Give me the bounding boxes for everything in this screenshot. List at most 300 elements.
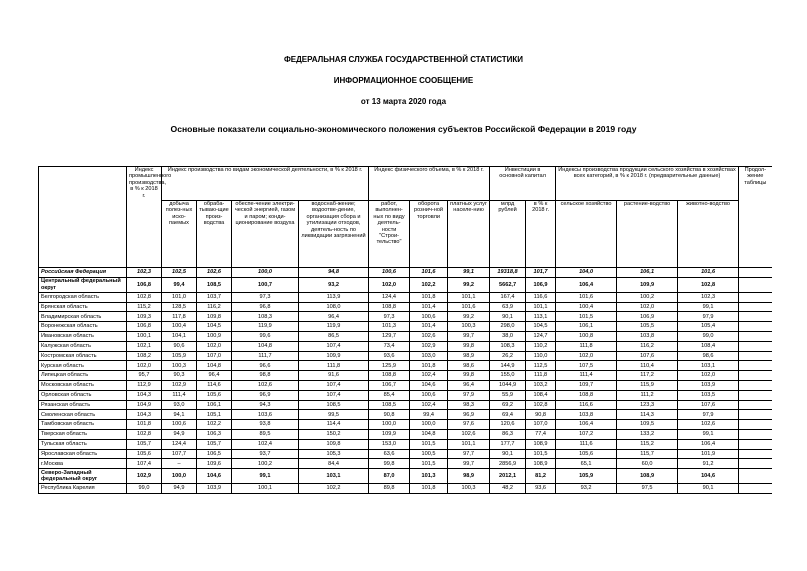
region-name: Ивановская область — [39, 331, 127, 341]
value-cell: 63,9 — [490, 302, 526, 312]
value-cell: 100,4 — [556, 302, 617, 312]
table-row — [39, 268, 772, 278]
value-cell: 107,5 — [556, 361, 617, 371]
continuation-cell — [739, 341, 772, 351]
value-cell: 100,7 — [232, 277, 299, 292]
value-cell: 107,0 — [197, 351, 232, 361]
value-cell: 124,4 — [162, 439, 197, 449]
production-by-activity-header: Индекс производства по видам экономической деятельности, в % к 2018 г. — [162, 167, 369, 201]
value-cell: 65,1 — [556, 459, 617, 469]
value-cell: 117,8 — [162, 312, 197, 322]
value-cell: 96,6 — [232, 361, 299, 371]
value-cell: 96,4 — [299, 312, 369, 322]
value-cell: 102,6 — [232, 380, 299, 390]
value-cell: 155,0 — [490, 371, 526, 381]
agri-total-header: сельское хозяйство — [556, 201, 617, 268]
value-cell: 93,2 — [556, 484, 617, 494]
value-cell: 99,2 — [448, 277, 490, 292]
table-row — [39, 322, 772, 332]
table-row — [39, 341, 772, 351]
value-cell: 108,3 — [490, 341, 526, 351]
value-cell: 100,0 — [232, 268, 299, 278]
continuation-header: Продол-жение таблицы — [739, 167, 772, 268]
value-cell: 98,9 — [448, 351, 490, 361]
value-cell: 107,6 — [617, 351, 678, 361]
value-cell: 102,0 — [197, 341, 232, 351]
value-cell: 98,3 — [448, 400, 490, 410]
region-name: Ярославская область — [39, 449, 127, 459]
value-cell: 97,9 — [678, 312, 739, 322]
value-cell: 111,2 — [617, 390, 678, 400]
value-cell: 101,7 — [526, 268, 556, 278]
continuation-cell — [739, 312, 772, 322]
value-cell: 109,8 — [197, 312, 232, 322]
industrial-index-header: Индекс промышленного производства, в % к 2018 г. — [127, 167, 162, 268]
value-cell: 106,8 — [127, 277, 162, 292]
value-cell: 103,9 — [197, 484, 232, 494]
table-row — [39, 371, 772, 381]
region-name: Республика Карелия — [39, 484, 127, 494]
value-cell: 107,2 — [556, 429, 617, 439]
value-cell: 106,4 — [556, 420, 617, 430]
value-cell: 105,9 — [556, 469, 617, 484]
value-cell: 101,0 — [162, 292, 197, 302]
value-cell: 113,1 — [526, 312, 556, 322]
value-cell: 93,6 — [369, 351, 410, 361]
continuation-cell — [739, 351, 772, 361]
value-cell: 110,4 — [617, 361, 678, 371]
value-cell: 104,6 — [197, 469, 232, 484]
value-cell: 104,9 — [127, 400, 162, 410]
value-cell: 112,9 — [127, 380, 162, 390]
value-cell: 101,4 — [410, 322, 448, 332]
value-cell: 99,7 — [448, 331, 490, 341]
date-heading: от 13 марта 2020 года — [360, 97, 447, 106]
value-cell: 115,2 — [617, 439, 678, 449]
value-cell: 106,9 — [526, 277, 556, 292]
value-cell: 107,4 — [299, 341, 369, 351]
value-cell: 98,6 — [678, 351, 739, 361]
continuation-cell — [739, 268, 772, 278]
value-cell: 105,7 — [127, 439, 162, 449]
value-cell: 123,3 — [617, 400, 678, 410]
value-cell: 99,8 — [448, 371, 490, 381]
table-row — [39, 429, 772, 439]
value-cell: 101,6 — [556, 292, 617, 302]
value-cell: 110,0 — [526, 351, 556, 361]
value-cell: 107,0 — [526, 420, 556, 430]
value-cell: 111,7 — [232, 351, 299, 361]
value-cell: 105,5 — [617, 322, 678, 332]
value-cell: 104,8 — [410, 429, 448, 439]
value-cell: 55,9 — [490, 390, 526, 400]
value-cell: 100,6 — [410, 312, 448, 322]
value-cell: 99,0 — [678, 331, 739, 341]
value-cell: 101,4 — [410, 302, 448, 312]
value-cell: 101,1 — [448, 292, 490, 302]
value-cell: 99,1 — [232, 469, 299, 484]
value-cell: 101,8 — [410, 484, 448, 494]
value-cell: 103,7 — [197, 292, 232, 302]
livestock-header: животно-водство — [678, 201, 739, 268]
value-cell: 107,4 — [299, 380, 369, 390]
value-cell: 109,7 — [556, 380, 617, 390]
value-cell: 101,3 — [369, 322, 410, 332]
value-cell: 96,9 — [448, 410, 490, 420]
continuation-cell — [739, 371, 772, 381]
physical-volume-header: Индекс физического объема, в % к 2018 г. — [369, 167, 490, 201]
value-cell: 99,4 — [162, 277, 197, 292]
value-cell: 111,4 — [556, 371, 617, 381]
value-cell: 85,4 — [369, 390, 410, 400]
value-cell: 99,5 — [299, 410, 369, 420]
investment-header: Инвестиции в основной капитал — [490, 167, 556, 201]
value-cell: 100,0 — [410, 420, 448, 430]
continuation-cell — [739, 459, 772, 469]
continuation-cell — [739, 429, 772, 439]
value-cell: 109,9 — [369, 429, 410, 439]
value-cell: 100,0 — [162, 469, 197, 484]
value-cell: 100,0 — [369, 420, 410, 430]
value-cell: 105,7 — [197, 439, 232, 449]
value-cell: 109,3 — [127, 312, 162, 322]
value-cell: 115,7 — [617, 449, 678, 459]
region-name: Воронежская область — [39, 322, 127, 332]
continuation-cell — [739, 439, 772, 449]
value-cell: 100,6 — [410, 390, 448, 400]
value-cell: 144,9 — [490, 361, 526, 371]
value-cell: 102,6 — [448, 429, 490, 439]
value-cell: 93,0 — [162, 400, 197, 410]
value-cell: 94,8 — [299, 268, 369, 278]
value-cell: 99,7 — [448, 459, 490, 469]
region-name: Курская область — [39, 361, 127, 371]
value-cell: 97,3 — [369, 312, 410, 322]
continuation-cell — [739, 484, 772, 494]
value-cell: 167,4 — [490, 292, 526, 302]
value-cell: 102,1 — [127, 341, 162, 351]
value-cell: 108,4 — [526, 390, 556, 400]
value-cell: 105,6 — [127, 449, 162, 459]
value-cell: 100,5 — [410, 449, 448, 459]
table-row — [39, 459, 772, 469]
value-cell: 111,8 — [299, 361, 369, 371]
value-cell: 38,0 — [490, 331, 526, 341]
value-cell: 101,8 — [410, 361, 448, 371]
value-cell: 90,8 — [369, 410, 410, 420]
value-cell: 102,0 — [127, 361, 162, 371]
value-cell: 106,1 — [617, 268, 678, 278]
continuation-cell — [739, 420, 772, 430]
value-cell: 115,2 — [127, 302, 162, 312]
value-cell: 104,0 — [556, 268, 617, 278]
table-row — [39, 277, 772, 292]
value-cell: 106,3 — [197, 429, 232, 439]
value-cell: 108,0 — [299, 302, 369, 312]
value-cell: 116,2 — [617, 341, 678, 351]
manufacturing-header: обраба-тываю-щие произ-водства — [197, 201, 232, 268]
value-cell: 106,4 — [556, 277, 617, 292]
value-cell: 104,3 — [127, 390, 162, 400]
table-row — [39, 400, 772, 410]
doc-type-heading: ИНФОРМАЦИОННОЕ СООБЩЕНИЕ — [333, 76, 474, 85]
value-cell: 105,3 — [299, 449, 369, 459]
value-cell: 98,6 — [448, 361, 490, 371]
value-cell: 124,7 — [526, 331, 556, 341]
continuation-cell — [739, 400, 772, 410]
value-cell: 105,1 — [197, 410, 232, 420]
table-row — [39, 361, 772, 371]
continuation-cell — [739, 361, 772, 371]
value-cell: 101,6 — [448, 302, 490, 312]
value-cell: 109,8 — [299, 439, 369, 449]
value-cell: 102,0 — [556, 351, 617, 361]
value-cell: 100,4 — [162, 322, 197, 332]
value-cell: 114,4 — [299, 420, 369, 430]
value-cell: 102,3 — [678, 292, 739, 302]
value-cell: 69,4 — [490, 410, 526, 420]
value-cell: 108,8 — [369, 302, 410, 312]
table-row — [39, 390, 772, 400]
value-cell: 99,1 — [678, 429, 739, 439]
value-cell: 102,6 — [678, 420, 739, 430]
value-cell: 106,4 — [678, 439, 739, 449]
value-cell: 108,5 — [369, 400, 410, 410]
value-cell: 101,6 — [410, 268, 448, 278]
region-name: Северо-Западный федеральный округ — [39, 469, 127, 484]
value-cell: 116,6 — [556, 400, 617, 410]
value-cell: 133,2 — [617, 429, 678, 439]
value-cell: 95,7 — [127, 371, 162, 381]
value-cell: 90,3 — [162, 371, 197, 381]
value-cell: 108,9 — [526, 459, 556, 469]
value-cell: 102,8 — [678, 277, 739, 292]
value-cell: 116,2 — [197, 302, 232, 312]
value-cell: 108,5 — [299, 400, 369, 410]
value-cell: 104,5 — [197, 322, 232, 332]
value-cell: 104,6 — [410, 380, 448, 390]
value-cell: 101,3 — [410, 469, 448, 484]
value-cell: 111,8 — [526, 371, 556, 381]
value-cell: 60,0 — [617, 459, 678, 469]
table-row — [39, 312, 772, 322]
continuation-cell — [739, 322, 772, 332]
value-cell: 97,5 — [617, 484, 678, 494]
value-cell: 103,6 — [232, 410, 299, 420]
value-cell: 109,6 — [197, 459, 232, 469]
value-cell: 96,4 — [448, 380, 490, 390]
value-cell: 73,4 — [369, 341, 410, 351]
construction-header: работ, выполнен-ных по виду деятель-ности "Строи-тельство" — [369, 201, 410, 268]
value-cell: 102,2 — [410, 277, 448, 292]
continuation-cell — [739, 331, 772, 341]
value-cell: 108,2 — [127, 351, 162, 361]
region-name: Белгородская область — [39, 292, 127, 302]
value-cell: 120,6 — [490, 420, 526, 430]
value-cell: 100,6 — [369, 268, 410, 278]
value-cell: 119,9 — [232, 322, 299, 332]
value-cell: 100,3 — [162, 361, 197, 371]
crops-header: растение-водство — [617, 201, 678, 268]
value-cell: 93,7 — [232, 449, 299, 459]
value-cell: 112,5 — [526, 361, 556, 371]
value-cell: 106,8 — [127, 322, 162, 332]
value-cell: 298,0 — [490, 322, 526, 332]
region-name: Брянская область — [39, 302, 127, 312]
energy-header: обеспе-чение электри-ческой энергией, газом и паром; конди-ционирование воздуха — [232, 201, 299, 268]
table-row — [39, 380, 772, 390]
region-name: Тульская область — [39, 439, 127, 449]
value-cell: 102,5 — [162, 268, 197, 278]
value-cell: 97,3 — [232, 292, 299, 302]
value-cell: 107,6 — [678, 400, 739, 410]
value-cell: 101,8 — [127, 420, 162, 430]
table-row — [39, 484, 772, 494]
value-cell: 153,0 — [369, 439, 410, 449]
value-cell: 103,9 — [678, 380, 739, 390]
value-cell: 99,2 — [448, 312, 490, 322]
region-name: Рязанская область — [39, 400, 127, 410]
continuation-cell — [739, 277, 772, 292]
value-cell: 2012,1 — [490, 469, 526, 484]
value-cell: 101,5 — [526, 449, 556, 459]
continuation-cell — [739, 380, 772, 390]
value-cell: 107,7 — [162, 449, 197, 459]
value-cell: 105,6 — [556, 449, 617, 459]
value-cell: 102,6 — [197, 268, 232, 278]
value-cell: 103,0 — [410, 351, 448, 361]
value-cell: 102,3 — [127, 268, 162, 278]
value-cell: 91,2 — [678, 459, 739, 469]
agency-heading: ФЕДЕРАЛЬНАЯ СЛУЖБА ГОСУДАРСТВЕННОЙ СТАТИСТИКИ — [283, 55, 524, 64]
table-row — [39, 410, 772, 420]
value-cell: 103,8 — [617, 331, 678, 341]
table-row — [39, 439, 772, 449]
region-name: Центральный федеральный округ — [39, 277, 127, 292]
value-cell: 98,9 — [448, 469, 490, 484]
value-cell: 101,5 — [410, 459, 448, 469]
value-cell: 102,8 — [526, 400, 556, 410]
value-cell: 111,4 — [162, 390, 197, 400]
value-cell: – — [162, 459, 197, 469]
value-cell: 102,2 — [197, 420, 232, 430]
value-cell: 107,4 — [127, 459, 162, 469]
value-cell: 101,5 — [410, 439, 448, 449]
pct-2018-header: в % к 2018 г. — [526, 201, 556, 268]
value-cell: 111,8 — [556, 341, 617, 351]
value-cell: 89,5 — [232, 429, 299, 439]
value-cell: 113,9 — [299, 292, 369, 302]
value-cell: 1044,9 — [490, 380, 526, 390]
value-cell: 99,0 — [127, 484, 162, 494]
continuation-cell — [739, 469, 772, 484]
value-cell: 128,5 — [162, 302, 197, 312]
value-cell: 100,1 — [232, 484, 299, 494]
value-cell: 104,3 — [127, 410, 162, 420]
value-cell: 90,1 — [678, 484, 739, 494]
value-cell: 97,9 — [678, 410, 739, 420]
value-cell: 90,1 — [490, 312, 526, 322]
value-cell: 63,6 — [369, 449, 410, 459]
value-cell: 93,2 — [299, 277, 369, 292]
region-name: Тамбовская область — [39, 420, 127, 430]
value-cell: 101,1 — [448, 439, 490, 449]
value-cell: 100,3 — [448, 322, 490, 332]
value-cell: 96,4 — [197, 371, 232, 381]
value-cell: 104,1 — [162, 331, 197, 341]
table-row — [39, 331, 772, 341]
value-cell: 97,6 — [448, 420, 490, 430]
bln-rub-header: млрд рублей — [490, 201, 526, 268]
agriculture-header: Индексы производства продукции сельского хозяйства в хозяйствах всех категорий, в % к 2018 г. (предварительные данные) — [556, 167, 739, 201]
value-cell: 114,6 — [197, 380, 232, 390]
value-cell: 99,8 — [369, 459, 410, 469]
value-cell: 93,8 — [232, 420, 299, 430]
region-name: Московская область — [39, 380, 127, 390]
value-cell: 94,9 — [162, 484, 197, 494]
value-cell: 97,9 — [448, 390, 490, 400]
value-cell: 116,6 — [526, 292, 556, 302]
value-cell: 101,5 — [556, 312, 617, 322]
value-cell: 94,3 — [232, 400, 299, 410]
region-name: Смоленская область — [39, 410, 127, 420]
continuation-cell — [739, 292, 772, 302]
value-cell: 106,9 — [617, 312, 678, 322]
value-cell: 94,1 — [162, 410, 197, 420]
value-cell: 107,4 — [299, 390, 369, 400]
value-cell: 177,7 — [490, 439, 526, 449]
value-cell: 106,7 — [369, 380, 410, 390]
value-cell: 84,4 — [299, 459, 369, 469]
value-cell: 5662,7 — [490, 277, 526, 292]
value-cell: 102,2 — [299, 484, 369, 494]
value-cell: 94,9 — [162, 429, 197, 439]
value-cell: 100,2 — [232, 459, 299, 469]
table-title: Основные показатели социально-экономического положения субъектов Российской Федерации в 2019 году — [170, 124, 637, 134]
value-cell: 90,1 — [490, 449, 526, 459]
retail-header: оборота рознич-ной торговли — [410, 201, 448, 268]
value-cell: 102,9 — [162, 380, 197, 390]
region-name: Российская Федерация — [39, 268, 127, 278]
value-cell: 109,9 — [617, 277, 678, 292]
value-cell: 99,1 — [678, 302, 739, 312]
value-cell: 124,4 — [369, 292, 410, 302]
value-cell: 101,6 — [678, 268, 739, 278]
value-cell: 26,2 — [490, 351, 526, 361]
value-cell: 105,6 — [197, 390, 232, 400]
value-cell: 102,0 — [369, 277, 410, 292]
continuation-cell — [739, 302, 772, 312]
indicators-table — [38, 166, 772, 494]
table-row — [39, 420, 772, 430]
value-cell: 108,4 — [678, 341, 739, 351]
value-cell: 108,3 — [232, 312, 299, 322]
region-name: Владимирская область — [39, 312, 127, 322]
value-cell: 103,8 — [556, 410, 617, 420]
value-cell: 102,0 — [678, 371, 739, 381]
value-cell: 100,3 — [448, 484, 490, 494]
value-cell: 105,4 — [678, 322, 739, 332]
continuation-cell — [739, 410, 772, 420]
value-cell: 102,4 — [410, 371, 448, 381]
value-cell: 100,9 — [197, 331, 232, 341]
value-cell: 69,2 — [490, 400, 526, 410]
value-cell: 108,5 — [197, 277, 232, 292]
value-cell: 102,0 — [617, 302, 678, 312]
value-cell: 103,1 — [678, 361, 739, 371]
mining-header: добыча полез-ных иско-паемых — [162, 201, 197, 268]
value-cell: 108,9 — [617, 469, 678, 484]
